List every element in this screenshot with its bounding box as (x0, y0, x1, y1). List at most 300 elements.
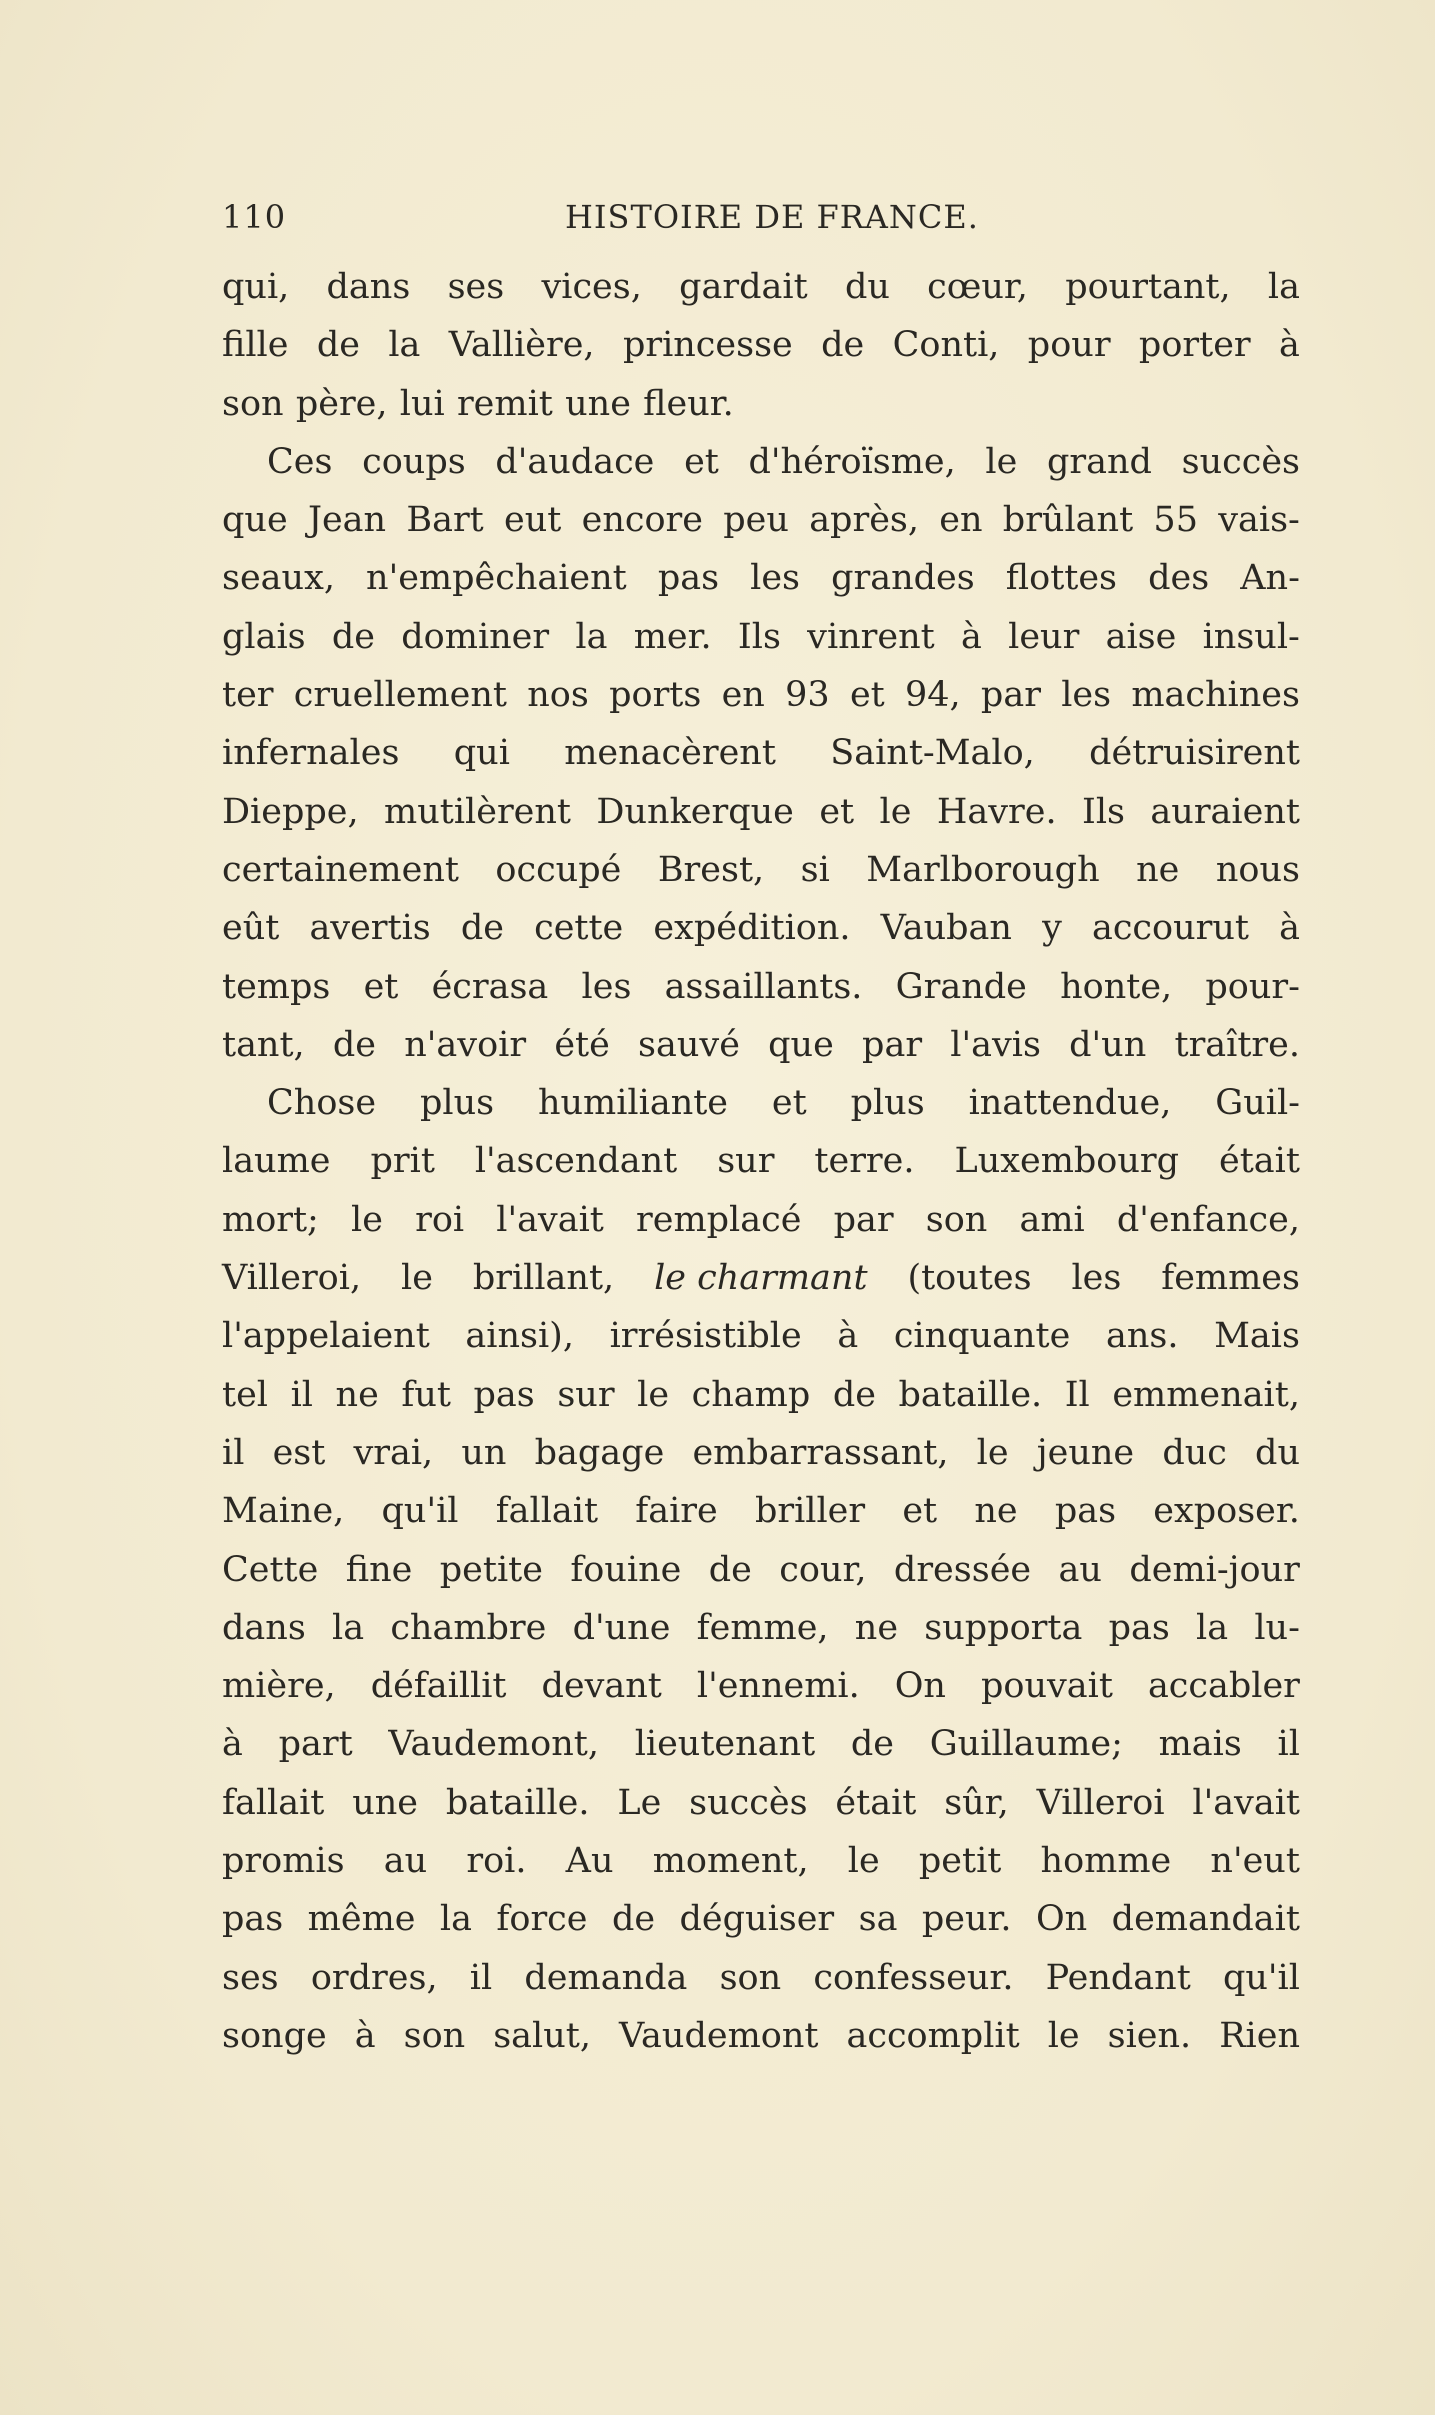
word: l'ascendant (474, 1141, 678, 1182)
word: remit (456, 383, 553, 424)
word: encore (581, 500, 703, 541)
word: les (1061, 675, 1112, 716)
word: peur. (921, 1899, 1012, 1940)
word: On (1035, 1899, 1088, 1940)
word: bataille. (898, 1374, 1043, 1415)
word: moment, (652, 1841, 809, 1882)
word: n'eut (1210, 1841, 1300, 1882)
word: par (833, 1199, 894, 1240)
word: ses (447, 267, 505, 307)
text-line (222, 1424, 1300, 1482)
word: la (388, 325, 421, 366)
word: le (879, 791, 912, 832)
text-line (222, 1366, 1300, 1424)
text-line (222, 1715, 1300, 1773)
word: mer. (633, 616, 712, 657)
word: sien. (1107, 2015, 1192, 2056)
word: les (1071, 1258, 1122, 1299)
word: fallait (222, 1782, 325, 1823)
word: certainement (222, 849, 459, 890)
word: le (1047, 2015, 1080, 2056)
word: le (976, 1432, 1009, 1473)
word: le (401, 1258, 433, 1299)
word: mutilèrent (384, 791, 571, 832)
word: lieutenant (634, 1724, 816, 1765)
text-line (222, 724, 1300, 782)
word: Guillaume; (929, 1724, 1123, 1765)
word: Ils (737, 616, 781, 657)
word: la (1196, 1607, 1229, 1648)
word: Il (1064, 1374, 1090, 1415)
word: de (331, 616, 376, 657)
word: Bart (406, 500, 484, 541)
text-line (222, 316, 1300, 374)
text-line (222, 1249, 1300, 1307)
word: promis (222, 1841, 345, 1882)
text-line (222, 1890, 1300, 1948)
word: cette (534, 908, 624, 949)
word: Grande (895, 966, 1027, 1007)
word: et (849, 675, 885, 716)
word: insul- (1202, 616, 1300, 657)
word: ne (335, 1374, 379, 1415)
word: Vaudemont, (388, 1724, 599, 1765)
word: pas (473, 1374, 535, 1415)
word: porter (1138, 325, 1251, 366)
word: champ (691, 1374, 811, 1415)
word: coups (362, 441, 466, 482)
word: cœur, (927, 267, 1028, 307)
word: menacèrent (564, 733, 776, 774)
word: l'avait (496, 1199, 604, 1240)
word: Au (565, 1841, 614, 1882)
text-line (222, 841, 1300, 899)
word: lu- (1254, 1607, 1300, 1648)
word: vais- (1218, 500, 1300, 541)
word: qui, (222, 267, 290, 307)
word: succès (1181, 441, 1300, 482)
word: ne (854, 1607, 899, 1648)
word: détruisirent (1089, 733, 1300, 774)
word: part (278, 1724, 353, 1765)
word: prit (370, 1141, 435, 1182)
word: faire (635, 1491, 718, 1532)
word: ne (974, 1491, 1018, 1532)
word: peu (723, 500, 789, 541)
word: Ces (267, 441, 333, 482)
word: chambre (390, 1607, 547, 1648)
word: dans (222, 1607, 306, 1648)
word: femmes (1161, 1258, 1300, 1299)
word: On (894, 1666, 946, 1707)
word: l'avis (950, 1024, 1041, 1065)
word: la (575, 616, 608, 657)
word: (toutes (907, 1258, 1032, 1299)
word: machines (1131, 675, 1300, 716)
word: déguiser (679, 1899, 835, 1940)
word: traître. (1174, 1024, 1300, 1065)
text-line (222, 783, 1300, 841)
text-line (222, 1832, 1300, 1890)
text-line (222, 1657, 1300, 1715)
word: ports (609, 675, 702, 716)
word: sauvé (638, 1024, 740, 1065)
word: lui (399, 383, 445, 424)
word: n'avoir (404, 1024, 527, 1065)
word: à (354, 2015, 376, 2056)
word: écrasa (431, 966, 549, 1007)
word: bataille. (445, 1782, 590, 1823)
word: d'une (572, 1607, 671, 1648)
word: défaillit (370, 1666, 507, 1707)
word: tant, (222, 1024, 305, 1065)
word: temps (222, 966, 331, 1007)
word: plus (419, 1083, 495, 1124)
text-line (222, 1132, 1300, 1190)
body-text (222, 258, 1300, 2065)
word: son (222, 383, 284, 424)
word: pour- (1205, 966, 1300, 1007)
word: fouine (570, 1549, 682, 1590)
text-line (222, 375, 1300, 433)
word: duc (1162, 1432, 1227, 1473)
text-line (222, 549, 1300, 607)
word: de (460, 908, 504, 949)
word: bagage (534, 1432, 665, 1473)
word: n'empêchaient (366, 558, 627, 599)
word: terre. (814, 1141, 915, 1182)
word: songe (222, 2015, 327, 2056)
word: de (611, 1899, 656, 1940)
word: An- (1240, 558, 1300, 599)
word: avertis (309, 908, 431, 949)
word: Vaudemont (618, 2015, 819, 2056)
text-line (222, 1541, 1300, 1599)
word: Marlborough (866, 849, 1100, 890)
text-line (222, 1191, 1300, 1249)
word: emmenait, (1112, 1374, 1300, 1415)
word: de (850, 1724, 894, 1765)
word: fine (345, 1549, 413, 1590)
word: Pendant (1045, 1957, 1191, 1998)
word: embarrassant, (692, 1432, 949, 1473)
italic-word: le charmant (654, 1258, 868, 1299)
text-line (222, 1074, 1300, 1132)
word: pas (222, 1899, 284, 1940)
word: gardait (679, 267, 808, 307)
word: cruellement (293, 675, 507, 716)
word: honte, (1060, 966, 1173, 1007)
word: et (363, 966, 399, 1007)
word: Havre. (936, 791, 1057, 832)
word: nous (1215, 849, 1300, 890)
word: été (554, 1024, 610, 1065)
word: pour (1027, 325, 1111, 366)
word: ne (1136, 849, 1180, 890)
word: Ils (1082, 791, 1125, 832)
word: de (316, 325, 360, 366)
word: le (351, 1199, 383, 1240)
text-line (222, 608, 1300, 666)
word: dans (326, 267, 411, 307)
word: Cette (222, 1549, 319, 1590)
word: glais (222, 616, 306, 657)
word: d'audace (495, 441, 655, 482)
word: l'ennemi. (696, 1666, 860, 1707)
word: 93 (785, 675, 830, 716)
word: Saint-Malo, (830, 733, 1035, 774)
word: même (307, 1899, 416, 1940)
word: vrai, (353, 1432, 434, 1473)
word: de (708, 1549, 752, 1590)
word: humiliante (537, 1083, 729, 1124)
word: seaux, (222, 558, 335, 599)
word: succès (689, 1782, 808, 1823)
word: accabler (1147, 1666, 1300, 1707)
word: ans. (1105, 1316, 1179, 1357)
word: après, (809, 500, 919, 541)
word: des (1148, 558, 1210, 599)
word: cinquante (893, 1316, 1071, 1357)
word: qu'il (381, 1491, 459, 1532)
word: Guil- (1215, 1083, 1300, 1124)
word: Maine, (222, 1491, 345, 1532)
word: d'enfance, (1116, 1199, 1300, 1240)
word: qui (453, 733, 510, 774)
word: une (565, 383, 631, 424)
word: à (222, 1724, 243, 1765)
word: Jean (307, 500, 387, 541)
word: fleur. (643, 383, 734, 424)
word: briller (754, 1491, 866, 1532)
word: leur (1008, 616, 1080, 657)
word: par (862, 1024, 923, 1065)
word: ter (222, 675, 274, 716)
text-line (222, 1482, 1300, 1540)
word: princesse (622, 325, 793, 366)
word: exposer. (1153, 1491, 1300, 1532)
word: ami (1019, 1199, 1085, 1240)
word: d'un (1069, 1024, 1147, 1065)
word: Conti, (892, 325, 1000, 366)
word: brûlant (1002, 500, 1134, 541)
word: et (771, 1083, 807, 1124)
word: de (332, 1024, 377, 1065)
word: l'appelaient (222, 1316, 430, 1357)
text-line (222, 958, 1300, 1016)
word: que (768, 1024, 834, 1065)
word: du (1255, 1432, 1300, 1473)
word: une (352, 1782, 418, 1823)
word: dominer (401, 616, 550, 657)
word: vinrent (807, 616, 935, 657)
word: roi (415, 1199, 465, 1240)
text-line (222, 1949, 1300, 2007)
word: il (222, 1432, 245, 1473)
word: Dieppe, (222, 791, 359, 832)
word: sur (717, 1141, 775, 1182)
word: pas (1054, 1491, 1117, 1532)
word: pas (657, 558, 720, 599)
word: demandait (1111, 1899, 1300, 1940)
word: fallait (495, 1491, 599, 1532)
word: sa (858, 1899, 898, 1940)
word: inattendue, (968, 1083, 1172, 1124)
word: pas (1108, 1607, 1170, 1648)
word: les (581, 966, 632, 1007)
word: était (835, 1782, 917, 1823)
word: la (332, 1607, 365, 1648)
word: brillant, (472, 1258, 615, 1299)
word: petite (439, 1549, 543, 1590)
word: le (985, 441, 1018, 482)
word: 94, (904, 675, 961, 716)
word: salut, (493, 2015, 591, 2056)
word: à (961, 616, 982, 657)
word: force (496, 1899, 588, 1940)
text-line (222, 1774, 1300, 1832)
text-line (222, 433, 1300, 491)
word: petit (918, 1841, 1002, 1882)
word: il (1277, 1724, 1300, 1765)
text-line (222, 2007, 1300, 2065)
word: roi. (466, 1841, 527, 1882)
word: son (403, 2015, 466, 2056)
word: nos (527, 675, 589, 716)
word: accourut (1091, 908, 1249, 949)
word: y (1042, 908, 1062, 949)
word: supporta (924, 1607, 1083, 1648)
word: Luxembourg (954, 1141, 1180, 1182)
word: son (925, 1199, 988, 1240)
word: vices, (541, 267, 642, 307)
word: la (1267, 267, 1300, 307)
word: l'avait (1192, 1782, 1300, 1823)
word: tel (222, 1374, 268, 1415)
word: ainsi), (465, 1316, 574, 1357)
page-number: 110 (222, 198, 287, 236)
word: accomplit (846, 2015, 1020, 2056)
word: fut (401, 1374, 451, 1415)
word: les (750, 558, 801, 599)
word: père, (295, 383, 388, 424)
text-line (222, 666, 1300, 724)
word: demanda (524, 1957, 688, 1998)
word: il (290, 1374, 313, 1415)
word: et (819, 791, 855, 832)
text-line (222, 258, 1300, 316)
word: son (719, 1957, 782, 1998)
word: à (1279, 908, 1300, 949)
word: laume (222, 1141, 331, 1182)
word: au (383, 1841, 428, 1882)
word: flottes (1005, 558, 1118, 599)
word: expédition. (653, 908, 851, 949)
word: pouvait (981, 1666, 1113, 1707)
text-line (222, 1307, 1300, 1365)
word: de (821, 325, 865, 366)
word: demi-jour (1129, 1549, 1300, 1590)
word: femme, (696, 1607, 829, 1648)
word: jeune (1036, 1432, 1135, 1473)
word: grand (1047, 441, 1152, 482)
word: cour, (779, 1549, 867, 1590)
word: ses (222, 1957, 279, 1998)
running-title: HISTOIRE DE FRANCE. (565, 198, 979, 236)
word: eut (504, 500, 562, 541)
word: devant (541, 1666, 662, 1707)
word: Chose (267, 1083, 377, 1124)
word: Mais (1214, 1316, 1300, 1357)
word: du (844, 267, 890, 307)
word: et (684, 441, 719, 482)
word: à (837, 1316, 859, 1357)
text-line (222, 491, 1300, 549)
word: mort; (222, 1199, 319, 1240)
word: en (721, 675, 765, 716)
word: en (939, 500, 983, 541)
word: Vauban (880, 908, 1012, 949)
word: occupé (495, 849, 622, 890)
word: sur (557, 1374, 615, 1415)
word: 55 (1153, 500, 1198, 541)
word: Villeroi, (222, 1258, 362, 1299)
word: eût (222, 908, 280, 949)
word: grandes (831, 558, 975, 599)
word: qu'il (1222, 1957, 1300, 1998)
text-line (222, 1016, 1300, 1074)
word: assaillants. (664, 966, 863, 1007)
word: le (847, 1841, 880, 1882)
word: est (272, 1432, 326, 1473)
word: la (439, 1899, 472, 1940)
word: était (1219, 1141, 1300, 1182)
word: infernales (222, 733, 400, 774)
word: de (832, 1374, 876, 1415)
word: auraient (1150, 791, 1300, 832)
word: si (800, 849, 830, 890)
word: mais (1158, 1724, 1242, 1765)
word: irrésistible (609, 1316, 802, 1357)
word: remplacé (636, 1199, 802, 1240)
word: d'héroïsme, (748, 441, 956, 482)
word: il (469, 1957, 493, 1998)
word: homme (1040, 1841, 1172, 1882)
word: dressée (893, 1549, 1032, 1590)
word: Rien (1219, 2015, 1300, 2056)
word: aise (1105, 616, 1177, 657)
word: Brest, (657, 849, 765, 890)
word: pourtant, (1065, 267, 1231, 307)
word: confesseur. (813, 1957, 1014, 1998)
word: un (461, 1432, 507, 1473)
word: par (980, 675, 1041, 716)
word: fille (222, 325, 289, 366)
word: sûr, (944, 1782, 1009, 1823)
word: Dunkerque (596, 791, 794, 832)
word: plus (850, 1083, 925, 1124)
word: Vallière, (448, 325, 595, 366)
word: le (637, 1374, 670, 1415)
word: à (1279, 325, 1300, 366)
word: que (222, 500, 288, 541)
word: mière, (222, 1666, 336, 1707)
word: Le (617, 1782, 662, 1823)
text-line (222, 899, 1300, 957)
word: ordres, (310, 1957, 438, 1998)
text-line (222, 1599, 1300, 1657)
word: et (902, 1491, 938, 1532)
